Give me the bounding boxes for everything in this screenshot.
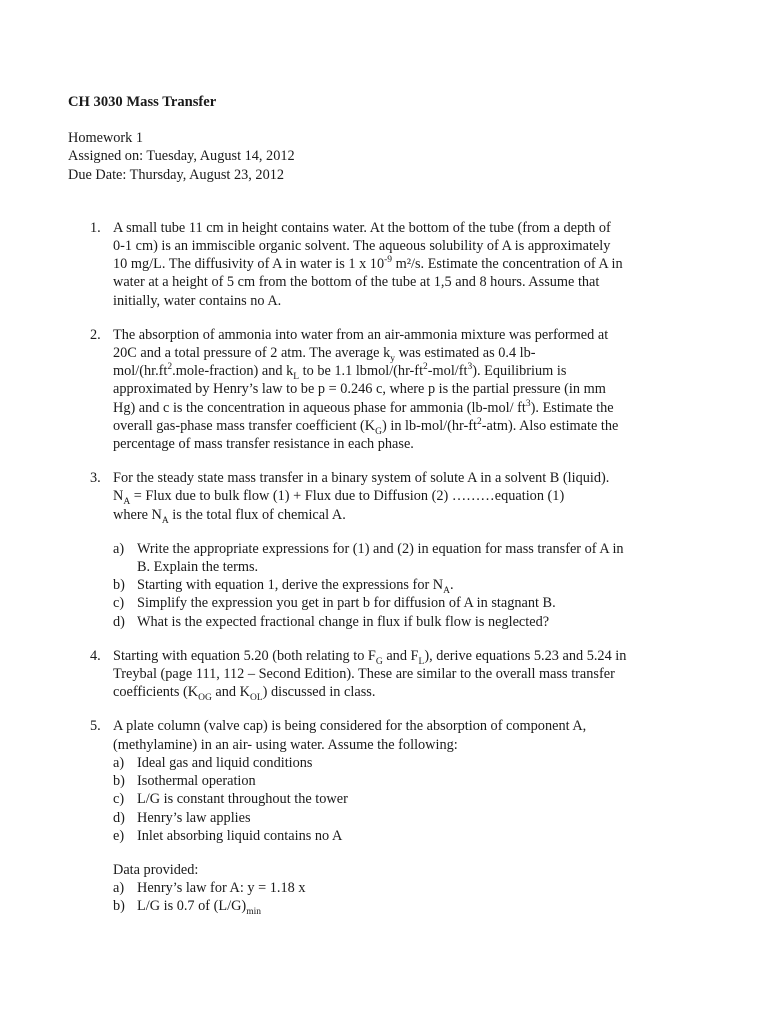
- question-text: [113, 717, 668, 918]
- data-list: [113, 879, 668, 918]
- text-run: L/G is 0.7 of (L/G): [137, 898, 247, 915]
- text-run: ) discussed in class.: [262, 684, 376, 701]
- superscript: 3: [525, 398, 531, 409]
- text-run: overall gas-phase mass transfer coefficient (K: [113, 417, 376, 434]
- text-line: Isothermal operation: [137, 773, 256, 790]
- text-line: [113, 417, 668, 435]
- text-run: coefficients (K: [113, 684, 199, 701]
- assumption-item: [113, 790, 668, 808]
- text-line: Treybal (page 111, 112 – Second Edition). These are similar to the overall mass transfer: [113, 666, 615, 683]
- sub-letter: b): [113, 773, 125, 790]
- question-number: 4.: [90, 647, 101, 664]
- sub-letter: d): [113, 613, 125, 630]
- assumption-item: [113, 827, 668, 845]
- question-1: [68, 219, 668, 310]
- text-run: mol/(hr.ft: [113, 363, 168, 380]
- spacer: [113, 845, 668, 861]
- sub-question-a: [113, 540, 668, 576]
- subscript: OL: [249, 693, 263, 704]
- text-line: [113, 683, 668, 704]
- text-run: ) in lb-mol/(hr-ft: [382, 417, 478, 434]
- assumption-item: [113, 754, 668, 772]
- question-number: 1.: [90, 219, 101, 236]
- text-run: .mole-fraction) and k: [172, 363, 294, 380]
- text-line: [113, 362, 668, 383]
- sub-letter: b): [113, 577, 125, 594]
- text-line: For the steady state mass transfer in a binary system of solute A in a solvent B (liquid).: [113, 470, 610, 487]
- sub-letter: b): [113, 898, 125, 915]
- question-text: [113, 219, 668, 310]
- text-line: [137, 576, 668, 597]
- assumption-list: [113, 754, 668, 845]
- text-line: percentage of mass transfer resistance in each phase.: [113, 436, 414, 453]
- text-line: A plate column (valve cap) is being considered for the absorption of component A,: [113, 718, 587, 735]
- text-run: = Flux due to bulk flow (1) + Flux due to Diffusion (2) ………equation (1): [130, 488, 565, 505]
- text-line: 0-1 cm) is an immiscible organic solvent. The aqueous solubility of A is approximately: [113, 238, 611, 255]
- subscript: OG: [198, 693, 212, 704]
- text-line: (methylamine) in an air- using water. Assume the following:: [113, 736, 458, 753]
- text-line: Ideal gas and liquid conditions: [137, 754, 313, 771]
- text-run: ), derive equations 5.23 and 5.24 in: [424, 647, 627, 664]
- data-heading: Data provided:: [113, 861, 199, 878]
- text-line: B. Explain the terms.: [137, 559, 259, 576]
- text-line: What is the expected fractional change in flux if bulk flow is neglected?: [137, 613, 550, 630]
- superscript: 3: [467, 362, 473, 373]
- sub-letter: c): [113, 595, 125, 612]
- question-text: [113, 647, 668, 702]
- text-line: initially, water contains no A.: [113, 292, 282, 309]
- text-line: [113, 487, 668, 508]
- text-line: [113, 506, 668, 524]
- question-text: [113, 469, 668, 631]
- text-run: was estimated as 0.4 lb-: [395, 345, 536, 362]
- data-item: [113, 879, 668, 897]
- sub-question-b: [113, 576, 668, 597]
- subscript: G: [375, 426, 383, 437]
- text-line: [137, 897, 668, 918]
- text-line: A small tube 11 cm in height contains water. At the bottom of the tube (from a depth of: [113, 219, 611, 236]
- text-line: water at a height of 5 cm from the bottom of the tube at 1,5 and 8 hours. Assume that: [113, 274, 600, 291]
- question-2: [68, 326, 668, 453]
- data-item: [113, 897, 668, 918]
- sub-letter: e): [113, 827, 125, 844]
- question-number: 5.: [90, 718, 101, 735]
- sub-letter: a): [113, 540, 125, 557]
- sub-question-list: [113, 540, 668, 631]
- question-text: [113, 326, 668, 453]
- text-run: and F: [382, 647, 419, 664]
- text-run: m²/s. Estimate the concentration of A in: [392, 256, 623, 273]
- subscript: A: [443, 586, 451, 597]
- question-list: [68, 219, 668, 916]
- question-5: [68, 717, 668, 918]
- sub-letter: d): [113, 809, 125, 826]
- text-run: ). Estimate the: [530, 399, 614, 416]
- assumption-item: [113, 809, 668, 827]
- text-run: where N: [113, 506, 162, 523]
- document-page: [68, 93, 668, 932]
- due-date: Due Date: Thursday, August 23, 2012: [68, 166, 285, 183]
- superscript: 2: [423, 362, 428, 373]
- text-run: 20C and a total pressure of 2 atm. The average k: [113, 345, 391, 362]
- question-4: [68, 647, 668, 702]
- superscript: 2: [167, 362, 173, 373]
- assignment-header: [68, 129, 668, 184]
- text-run: N: [113, 488, 124, 505]
- question-3: [68, 469, 668, 631]
- text-run: 10 mg/L. The diffusivity of A in water is 1 x 10: [113, 256, 385, 273]
- course-title: CH 3030 Mass Transfer: [68, 94, 217, 110]
- text-run: Hg) and c is the concentration in aqueous phase for ammonia (lb-mol/ ft: [113, 399, 526, 416]
- text-line: Simplify the expression you get in part b for diffusion of A in stagnant B.: [137, 595, 556, 612]
- text-line: [113, 344, 668, 362]
- text-line: approximated by Henry’s law to be p = 0.246 c, where p is the partial pressure (in mm: [113, 381, 606, 398]
- text-line: Henry’s law for A: y = 1.18 x: [137, 880, 306, 897]
- subscript: L: [418, 656, 425, 667]
- text-run: -atm). Also estimate the: [481, 417, 619, 434]
- subscript: A: [123, 497, 131, 508]
- text-line: The absorption of ammonia into water from an air-ammonia mixture was performed at: [113, 326, 609, 343]
- text-run: -mol/ft: [427, 363, 468, 380]
- subscript: min: [246, 907, 261, 918]
- text-line: Henry’s law applies: [137, 809, 251, 826]
- sub-question-d: [113, 613, 668, 631]
- subscript: G: [375, 656, 383, 667]
- text-run: .: [450, 577, 454, 594]
- text-run: and K: [211, 684, 250, 701]
- subscript: y: [390, 353, 395, 364]
- text-run: ). Equilibrium is: [472, 363, 567, 380]
- subscript: L: [293, 372, 300, 383]
- text-line: [113, 255, 668, 273]
- question-number: 3.: [90, 470, 101, 487]
- question-number: 2.: [90, 326, 101, 343]
- text-line: Write the appropriate expressions for (1) and (2) in equation for mass transfer of A in: [137, 540, 624, 557]
- assumption-item: [113, 772, 668, 790]
- sub-letter: a): [113, 754, 125, 771]
- superscript: -9: [384, 255, 393, 266]
- text-run: Starting with equation 5.20 (both relating to F: [113, 647, 376, 664]
- subscript: A: [161, 515, 169, 526]
- text-run: to be 1.1 lbmol/(hr-ft: [299, 363, 424, 380]
- text-run: is the total flux of chemical A.: [168, 506, 346, 523]
- text-line: [113, 399, 668, 417]
- sub-question-c: [113, 594, 668, 612]
- assigned-date: Assigned on: Tuesday, August 14, 2012: [68, 148, 295, 165]
- text-line: Inlet absorbing liquid contains no A: [137, 827, 343, 844]
- text-run: Starting with equation 1, derive the expressions for N: [137, 577, 444, 594]
- sub-letter: c): [113, 791, 125, 808]
- homework-label: Homework 1: [68, 130, 144, 147]
- superscript: 2: [477, 417, 482, 428]
- text-line: [113, 647, 668, 665]
- sub-letter: a): [113, 880, 125, 897]
- text-line: L/G is constant throughout the tower: [137, 791, 348, 808]
